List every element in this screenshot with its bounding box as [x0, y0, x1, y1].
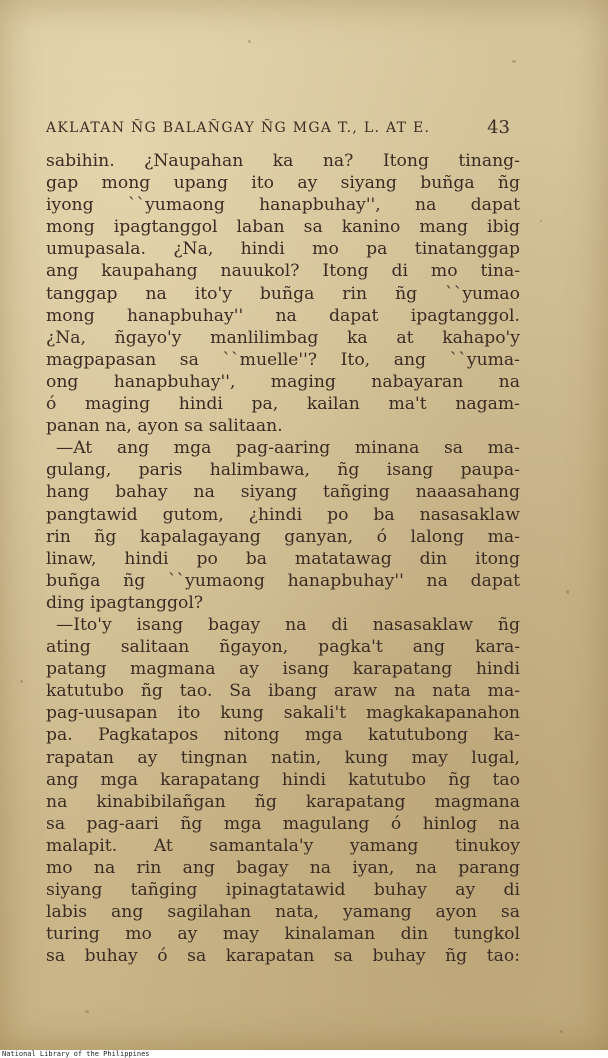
text-line: sabihin. ¿Naupahan ka na? Itong tinang- — [46, 151, 520, 171]
text-line: gap mong upang ito ay siyang buñga ñg — [46, 173, 520, 194]
text-line: panan na, ayon sa salitaan. — [46, 416, 283, 437]
text-line: turing mo ay may kinalaman din tungkol — [46, 924, 520, 945]
text-line: ó maging hindi pa, kailan ma't nagam- — [46, 394, 520, 415]
text-line: rin ñg kapalagayang ganyan, ó lalong ma- — [46, 526, 520, 547]
text-line: tanggap na ito'y buñga rin ñg ``yumao — [46, 283, 520, 304]
text-line: ¿Na, ñgayo'y manlilimbag ka at kahapo'y — [46, 327, 520, 348]
text-line: ding ipagtanggol? — [46, 592, 204, 613]
text-line: linaw, hindi po ba matatawag din itong — [46, 548, 520, 569]
library-credit: National Library of the Philippines — [2, 1050, 150, 1058]
text-line: gulang, paris halimbawa, ñg isang paupa- — [46, 460, 520, 481]
text-line: pag-uusapan ito kung sakali't magkakapanahon — [46, 703, 520, 724]
text-line: ang kaupahang nauukol? Itong di mo tina- — [46, 261, 520, 282]
paper-speck — [566, 590, 569, 594]
page-number: 43 — [487, 117, 510, 138]
text-line: malapit. At samantala'y yamang tinukoy — [46, 835, 520, 856]
text-line: katutubo ñg tao. Sa ibang araw na nata ma- — [46, 681, 520, 702]
text-line: sa pag-aari ñg mga magulang ó hinlog na — [46, 813, 520, 834]
text-line: umupasala. ¿Na, hindi mo pa tinatanggap — [46, 239, 520, 260]
running-title: AKLATAN ÑG BALAÑGAY ÑG MGA T., L. AT E. — [46, 120, 431, 136]
paper-speck — [512, 60, 516, 63]
text-line: rapatan ay tingnan natin, kung may lugal, — [46, 747, 520, 768]
text-line: siyang tañging ipinagtatawid buhay ay di — [46, 880, 520, 901]
paper-speck — [540, 220, 542, 222]
text-line: hang bahay na siyang tañging naaasahang — [46, 482, 520, 503]
paper-speck — [20, 680, 23, 683]
text-line: magpapasan sa ``muelle''? Ito, ang ``yuma- — [46, 349, 520, 370]
text-line: buñga ñg ``yumaong hanapbuhay'' na dapat — [46, 570, 520, 591]
text-line: iyong ``yumaong hanapbuhay'', na dapat — [46, 195, 520, 216]
text-line: pa. Pagkatapos nitong mga katutubong ka- — [46, 725, 520, 746]
text-line: —At ang mga pag-aaring minana sa ma- — [56, 438, 520, 459]
text-line: mo na rin ang bagay na iyan, na parang — [46, 858, 520, 878]
paper-speck — [560, 1030, 563, 1033]
paper-speck — [85, 1010, 89, 1013]
text-line: —Ito'y isang bagay na di nasasaklaw ñg — [56, 614, 520, 635]
text-line: labis ang sagilahan nata, yamang ayon sa — [46, 902, 520, 923]
paper-speck — [248, 40, 251, 43]
text-line: ang mga karapatang hindi katutubo ñg tao — [46, 769, 520, 790]
text-line: ong hanapbuhay'', maging nabayaran na — [46, 371, 520, 392]
page-body — [46, 150, 520, 967]
text-line: na kinabibilañgan ñg karapatang magmana — [46, 791, 520, 812]
text-line: ating salitaan ñgayon, pagka't ang kara- — [46, 637, 520, 658]
text-line: mong ipagtanggol laban sa kanino mang ibig — [46, 217, 520, 238]
text-line: mong hanapbuhay'' na dapat ipagtanggol. — [46, 305, 520, 326]
running-header — [46, 117, 510, 144]
text-line: pangtawid gutom, ¿hindi po ba nasasaklaw — [46, 504, 520, 525]
text-line: sa buhay ó sa karapatan sa buhay ñg tao: — [46, 946, 520, 967]
text-line: patang magmana ay isang karapatang hindi — [46, 659, 520, 680]
